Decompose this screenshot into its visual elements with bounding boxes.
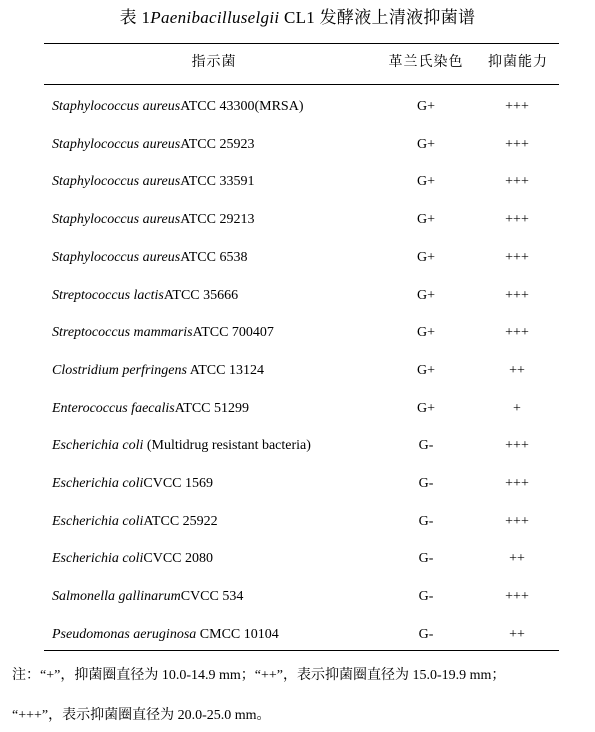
table-row	[0, 96, 595, 118]
strain-id: ATCC 6538	[180, 250, 248, 265]
table-row	[0, 209, 595, 231]
table-title-species: Paenibacilluselgii	[150, 8, 280, 27]
gram-stain-cell: G-	[418, 589, 434, 604]
gram-stain-cell: G+	[416, 401, 435, 416]
indicator-cell	[52, 322, 274, 344]
indicator-cell	[52, 96, 303, 118]
table-title-prefix: 表 1	[119, 8, 151, 27]
indicator-cell	[52, 285, 238, 307]
strain-id: ATCC 51299	[174, 401, 250, 416]
species-name: Clostridium perfringens	[52, 363, 187, 378]
activity-cell: +++	[505, 99, 529, 114]
indicator-cell	[52, 209, 254, 231]
indicator-cell	[52, 548, 213, 570]
table-note-line-1: 注：“+”，抑菌圈直径为 10.0-14.9 mm；“++”，表示抑菌圈直径为 15.0-19.9 mm；	[12, 668, 506, 683]
table-header-rule	[44, 84, 559, 85]
strain-id: ATCC 25922	[143, 514, 218, 529]
activity-cell: +++	[505, 589, 529, 604]
indicator-cell	[52, 171, 254, 193]
table-title-suffix: CL1 发酵液上清液抑菌谱	[279, 8, 476, 27]
species-name: Enterococcus faecalis	[52, 401, 175, 416]
species-name: Staphylococcus aureus	[52, 250, 181, 265]
table-row	[0, 624, 595, 646]
gram-stain-cell: G+	[416, 174, 435, 189]
activity-cell: +++	[505, 438, 529, 453]
species-name: Pseudomonas aeruginosa	[52, 627, 197, 642]
table-row	[0, 171, 595, 193]
strain-id: ATCC 43300(MRSA)	[180, 99, 304, 114]
species-name: Streptococcus lactis	[52, 288, 164, 303]
activity-cell: ++	[509, 363, 525, 378]
table-row	[0, 360, 595, 382]
species-name: Staphylococcus aureus	[52, 137, 181, 152]
indicator-cell	[52, 511, 218, 533]
gram-stain-cell: G+	[416, 363, 435, 378]
species-name: Escherichia coli	[52, 438, 144, 453]
strain-id: CVCC 1569	[143, 476, 213, 491]
species-name: Escherichia coli	[52, 514, 144, 529]
species-name: Escherichia coli	[52, 551, 144, 566]
header-indicator: 指示菌	[191, 54, 237, 70]
gram-stain-cell: G+	[416, 250, 435, 265]
gram-stain-cell: G-	[418, 438, 434, 453]
table-top-rule	[44, 43, 559, 44]
table-row	[0, 548, 595, 570]
gram-stain-cell: G+	[416, 99, 435, 114]
table-row	[0, 285, 595, 307]
strain-id: ATCC 35666	[163, 288, 239, 303]
strain-id: CMCC 10104	[196, 627, 279, 642]
species-name: Staphylococcus aureus	[52, 174, 181, 189]
indicator-cell	[52, 586, 243, 608]
indicator-cell	[52, 247, 247, 269]
strain-id: ATCC 25923	[180, 137, 255, 152]
species-name: Streptococcus mammaris	[52, 325, 193, 340]
table-row	[0, 435, 595, 457]
activity-cell: ++	[509, 551, 525, 566]
gram-stain-cell: G-	[418, 514, 434, 529]
activity-cell: +	[513, 401, 521, 416]
table-row	[0, 322, 595, 344]
activity-cell: +++	[505, 212, 529, 227]
table-row	[0, 247, 595, 269]
strain-id: ATCC 700407	[192, 325, 274, 340]
indicator-cell	[52, 398, 249, 420]
table-note-line-2: “+++”，表示抑菌圈直径为 20.0-25.0 mm。	[12, 708, 271, 723]
activity-cell: +++	[505, 514, 529, 529]
table-title	[0, 6, 595, 30]
table-row	[0, 586, 595, 608]
indicator-cell	[52, 134, 254, 156]
table-bottom-rule	[44, 650, 559, 651]
gram-stain-cell: G+	[416, 288, 435, 303]
activity-cell: +++	[505, 250, 529, 265]
strain-id: ATCC 33591	[180, 174, 255, 189]
activity-cell: +++	[505, 476, 529, 491]
table-row	[0, 398, 595, 420]
gram-stain-cell: G-	[418, 551, 434, 566]
table-row	[0, 134, 595, 156]
gram-stain-cell: G+	[416, 212, 435, 227]
activity-cell: +++	[505, 174, 529, 189]
gram-stain-cell: G-	[418, 476, 434, 491]
strain-id: ATCC 13124	[186, 363, 264, 378]
activity-cell: +++	[505, 137, 529, 152]
strain-id: CVCC 2080	[143, 551, 213, 566]
indicator-cell	[52, 360, 264, 382]
species-name: Escherichia coli	[52, 476, 144, 491]
strain-id: (Multidrug resistant bacteria)	[143, 438, 311, 453]
gram-stain-cell: G-	[418, 627, 434, 642]
species-name: Staphylococcus aureus	[52, 99, 181, 114]
species-name: Staphylococcus aureus	[52, 212, 181, 227]
activity-cell: ++	[509, 627, 525, 642]
strain-id: CVCC 534	[180, 589, 244, 604]
gram-stain-cell: G+	[416, 137, 435, 152]
table-row	[0, 473, 595, 495]
header-gram-stain: 革兰氏染色	[388, 54, 464, 70]
indicator-cell	[52, 624, 279, 646]
activity-cell: +++	[505, 288, 529, 303]
indicator-cell	[52, 435, 311, 457]
activity-cell: +++	[505, 325, 529, 340]
header-activity: 抑菌能力	[488, 54, 548, 70]
indicator-cell	[52, 473, 213, 495]
gram-stain-cell: G+	[416, 325, 435, 340]
table-row	[0, 511, 595, 533]
species-name: Salmonella gallinarum	[52, 589, 181, 604]
strain-id: ATCC 29213	[180, 212, 255, 227]
